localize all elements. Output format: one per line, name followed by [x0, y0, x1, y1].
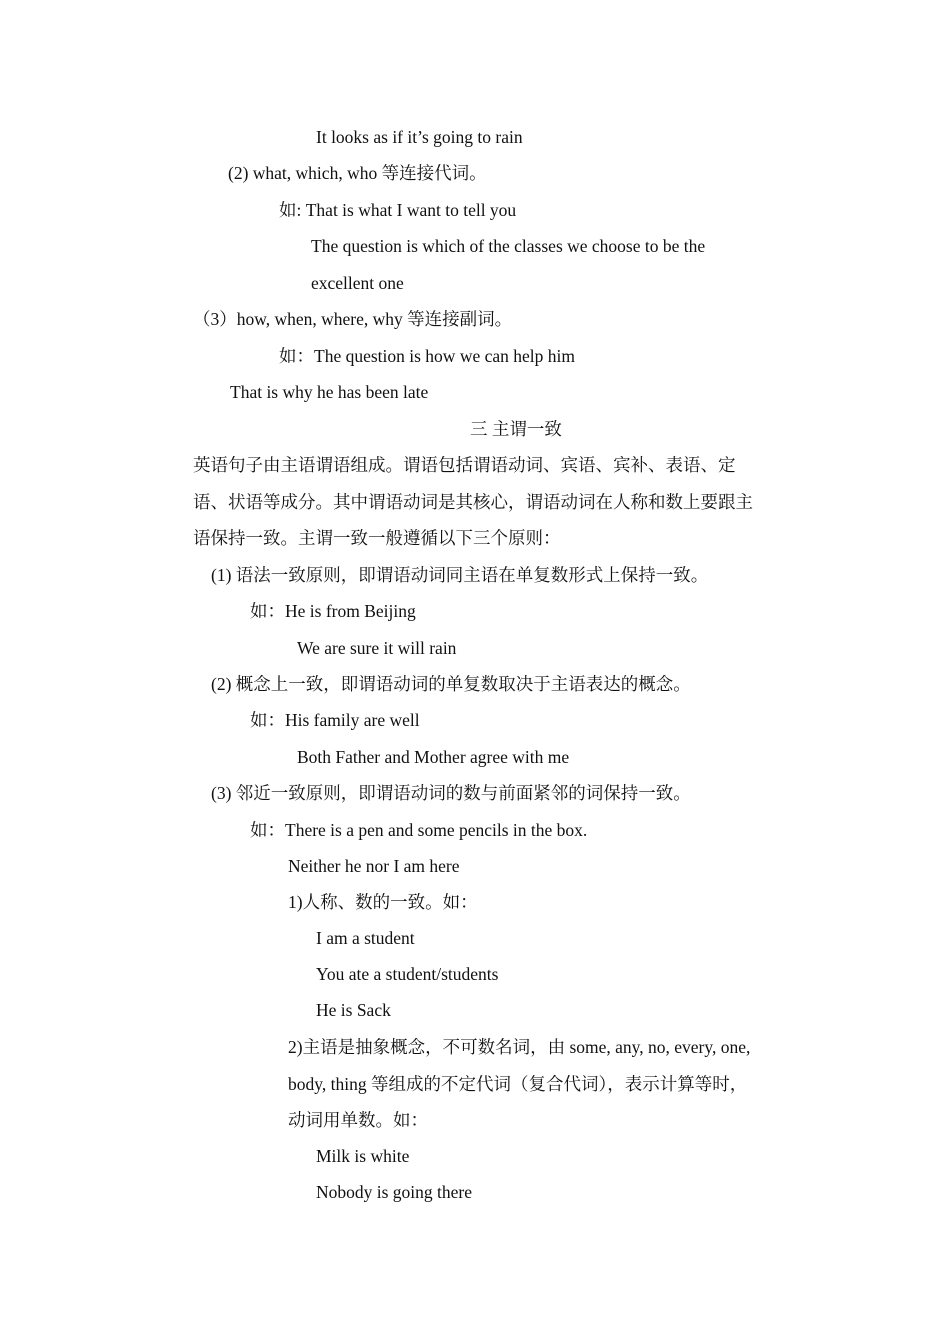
rule-heading: （3）how, when, where, why 等连接副词。	[193, 309, 513, 329]
rule-heading: (1) 语法一致原则，即谓语动词同主语在单复数形式上保持一致。	[211, 565, 709, 585]
example-line: excellent one	[311, 273, 404, 293]
paragraph-line: 英语句子由主语谓语组成。谓语包括谓语动词、宾语、宾补、表语、定	[193, 455, 736, 475]
example-line: Nobody is going there	[316, 1182, 473, 1202]
rule-heading: (2) what, which, who 等连接代词。	[228, 163, 487, 183]
example-line: 如：His family are well	[250, 710, 420, 730]
example-line: That is why he has been late	[230, 382, 429, 402]
example-line: The question is which of the classes we choose to be the	[311, 236, 706, 256]
paragraph-line: 语、状语等成分。其中谓语动词是其核心，谓语动词在人称和数上要跟主	[193, 492, 753, 512]
example-line: Milk is white	[316, 1146, 410, 1166]
example-line: You ate a student/students	[316, 964, 499, 984]
rule-heading: (2) 概念上一致，即谓语动词的单复数取决于主语表达的概念。	[211, 674, 691, 694]
example-line: 如：There is a pen and some pencils in the box.	[250, 820, 588, 840]
example-line: I am a student	[316, 928, 415, 948]
example-line: 如：The question is how we can help him	[279, 346, 575, 366]
example-line: Neither he nor I am here	[288, 856, 460, 876]
sub-rule-heading: 2)主语是抽象概念，不可数名词，由 some, any, no, every, one,	[288, 1037, 751, 1057]
example-line: It looks as if it’s going to rain	[316, 127, 523, 147]
example-line: We are sure it will rain	[297, 638, 457, 658]
paragraph-line: 语保持一致。主谓一致一般遵循以下三个原则：	[193, 528, 561, 548]
example-line: 如: That is what I want to tell you	[279, 200, 517, 220]
example-line: 如：He is from Beijing	[250, 601, 416, 621]
example-line: He is Sack	[316, 1000, 391, 1020]
sub-rule-heading: 1)人称、数的一致。如：	[288, 892, 478, 912]
rule-heading: (3) 邻近一致原则，即谓语动词的数与前面紧邻的词保持一致。	[211, 783, 691, 803]
section-title: 三 主谓一致	[470, 419, 562, 439]
example-line: Both Father and Mother agree with me	[297, 747, 570, 767]
sub-rule-heading: 动词用单数。如：	[288, 1110, 428, 1130]
sub-rule-heading: body, thing 等组成的不定代词（复合代词），表示计算等时，	[288, 1074, 748, 1094]
